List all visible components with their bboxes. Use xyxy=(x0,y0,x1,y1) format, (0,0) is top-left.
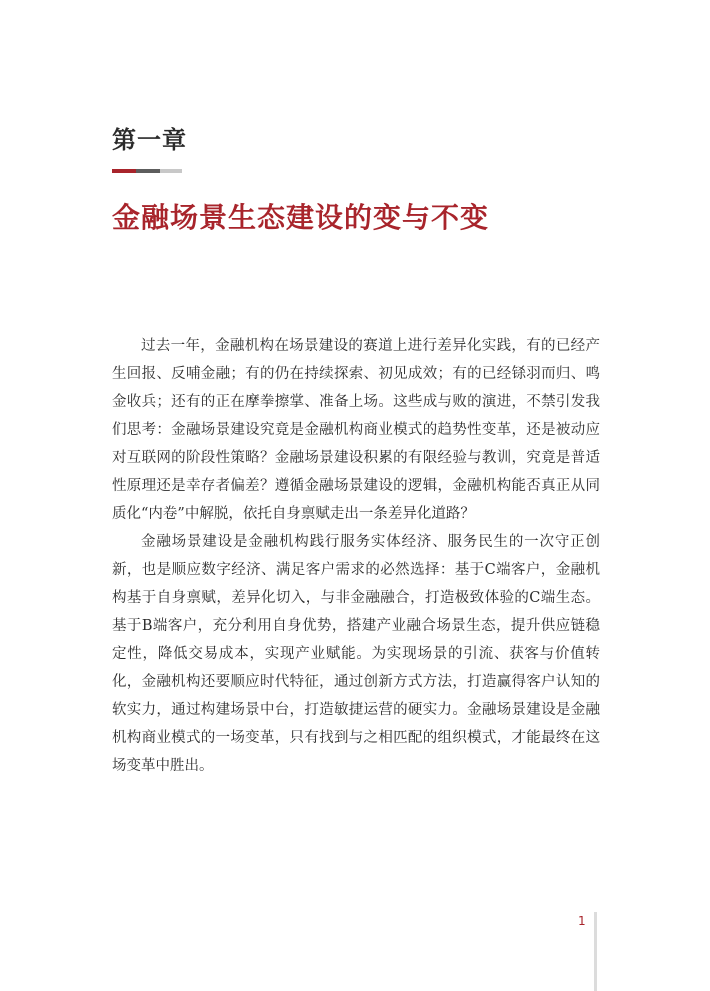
paragraph-2: 金融场景建设是金融机构践行服务实体经济、服务民生的一次守正创新，也是顺应数字经济、满足客户需求的必然选择：基于C端客户，金融机构基于自身禀赋，差异化切入，与非金融融合，打造极致体验的C端生态。基于B端客户，充分利用自身优势，搭建产业融合场景生态，提升供应链稳定性，降低交易成本，实现产业赋能。为实现场景的引流、获客与价值转化，金融机构还要顺应时代特征，通过创新方式方法，打造赢得客户认知的软实力，通过构建场景中台，打造敏捷运营的硬实力。金融场景建设是金融机构商业模式的一场变革，只有找到与之相匹配的组织模式，才能最终在这场变革中胜出。 xyxy=(112,534,600,774)
paragraph-1: 过去一年，金融机构在场景建设的赛道上进行差异化实践，有的已经产生回报、反哺金融；有的仍在持续探索、初见成效；有的已经铩羽而归、鸣金收兵；还有的正在摩拳擦掌、准备上场。这些成与败的演进，不禁引发我们思考：金融场景建设究竟是金融机构商业模式的趋势性变革，还是被动应对互联网的阶段性策略？金融场景建设积累的有限经验与教训，究竟是普适性原理还是幸存者偏差？遵循金融场景建设的逻辑，金融机构能否真正从同质化“内卷”中解脱，依托自身禀赋走出一条差异化道路？ xyxy=(112,338,600,522)
chapter-divider xyxy=(112,169,182,173)
divider-light-segment xyxy=(160,169,182,173)
divider-red-segment xyxy=(112,169,136,173)
page-edge-rule xyxy=(594,912,597,991)
body-text xyxy=(112,332,600,780)
page-number: 1 xyxy=(578,914,586,928)
divider-dark-segment xyxy=(136,169,160,173)
chapter-label: 第一章 xyxy=(112,126,187,154)
chapter-title: 金融场景生态建设的变与不变 xyxy=(112,201,490,234)
